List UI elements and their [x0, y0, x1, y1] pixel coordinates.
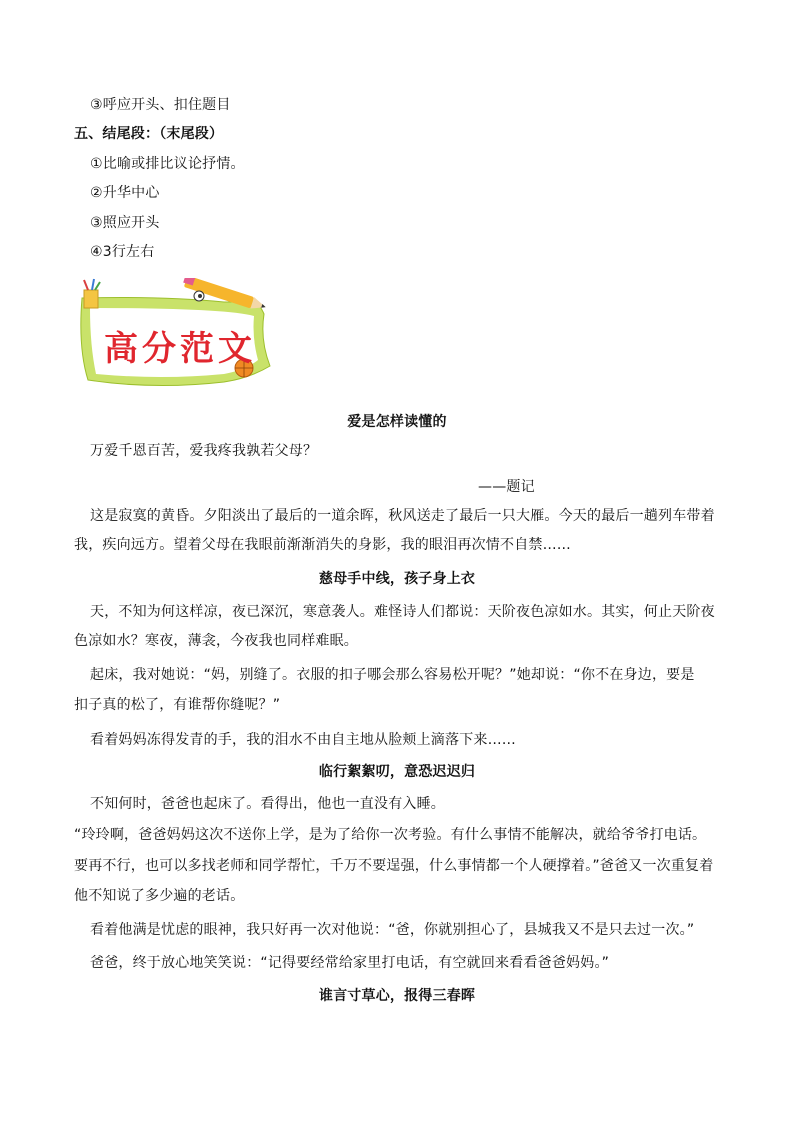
paragraph-line: 我，疾向远方。望着父母在我眼前渐渐消失的身影，我的眼泪再次情不自禁…… — [74, 537, 571, 553]
outline-item: ④3行左右 — [90, 244, 155, 260]
paragraph-line: 爸爸，终于放心地笑笑说：“记得要经常给家里打电话，有空就回来看看爸爸妈妈。” — [90, 955, 610, 971]
paragraph-line: 这是寂寞的黄昏。夕阳淡出了最后的一道余晖，秋风送走了最后一只大雁。今天的最后一趟列车带着 — [90, 508, 715, 524]
pencil-cup-icon — [84, 279, 100, 308]
paragraph-line: 扣子真的松了，有谁帮你缝呢？” — [74, 697, 281, 713]
subheading: 临行絮絮叨，意恐迟迟归 — [318, 764, 476, 780]
paragraph-line: 看着妈妈冻得发青的手，我的泪水不由自主地从脸颊上滴落下来…… — [90, 732, 516, 748]
paragraph-line: 要再不行，也可以多找老师和同学帮忙，千万不要逞强，什么事情都一个人硬撑着。”爸爸又一次重复着 — [74, 858, 714, 874]
outline-item: ③呼应开头、扣住题目 — [90, 97, 231, 113]
epigraph: 万爱千恩百苦，爱我疼我孰若父母？ — [90, 443, 318, 459]
paragraph-line: 天，不知为何这样凉，夜已深沉，寒意袭人。难怪诗人们都说：天阶夜色凉如水。其实，何止天阶夜 — [90, 604, 715, 620]
paragraph-line: 他不知说了多少遍的老话。 — [74, 888, 245, 904]
epigraph-source: ——题记 — [478, 479, 535, 495]
banner-text: 高分范文 — [104, 329, 256, 369]
paragraph-line: 不知何时，爸爸也起床了。看得出，他也一直没有入睡。 — [90, 796, 445, 812]
section-heading: 五、结尾段：（末尾段） — [74, 126, 224, 142]
outline-item: ②升华中心 — [90, 185, 160, 201]
subheading: 慈母手中线，孩子身上衣 — [318, 571, 476, 587]
paragraph-line: 看着他满是忧虑的眼神，我只好再一次对他说：“爸，你就别担心了，县城我又不是只去过一次。” — [90, 922, 695, 938]
outline-item: ③照应开头 — [90, 215, 160, 231]
paragraph-line: 起床，我对她说：“妈，别缝了。衣服的扣子哪会那么容易松开呢？”她却说：“你不在身边，要是 — [90, 667, 695, 683]
subheading: 谁言寸草心，报得三春晖 — [318, 988, 476, 1004]
paragraph-line: “玲玲啊，爸爸妈妈这次不送你上学，是为了给你一次考验。有什么事情不能解决，就给爷爷打电话。 — [74, 827, 707, 843]
high-score-essay-banner — [74, 278, 280, 388]
paragraph-line: 色凉如水？寒夜，薄衾，今夜我也同样难眠。 — [74, 633, 358, 649]
essay-title: 爱是怎样读懂的 — [347, 414, 447, 430]
outline-item: ①比喻或排比议论抒情。 — [90, 156, 245, 172]
